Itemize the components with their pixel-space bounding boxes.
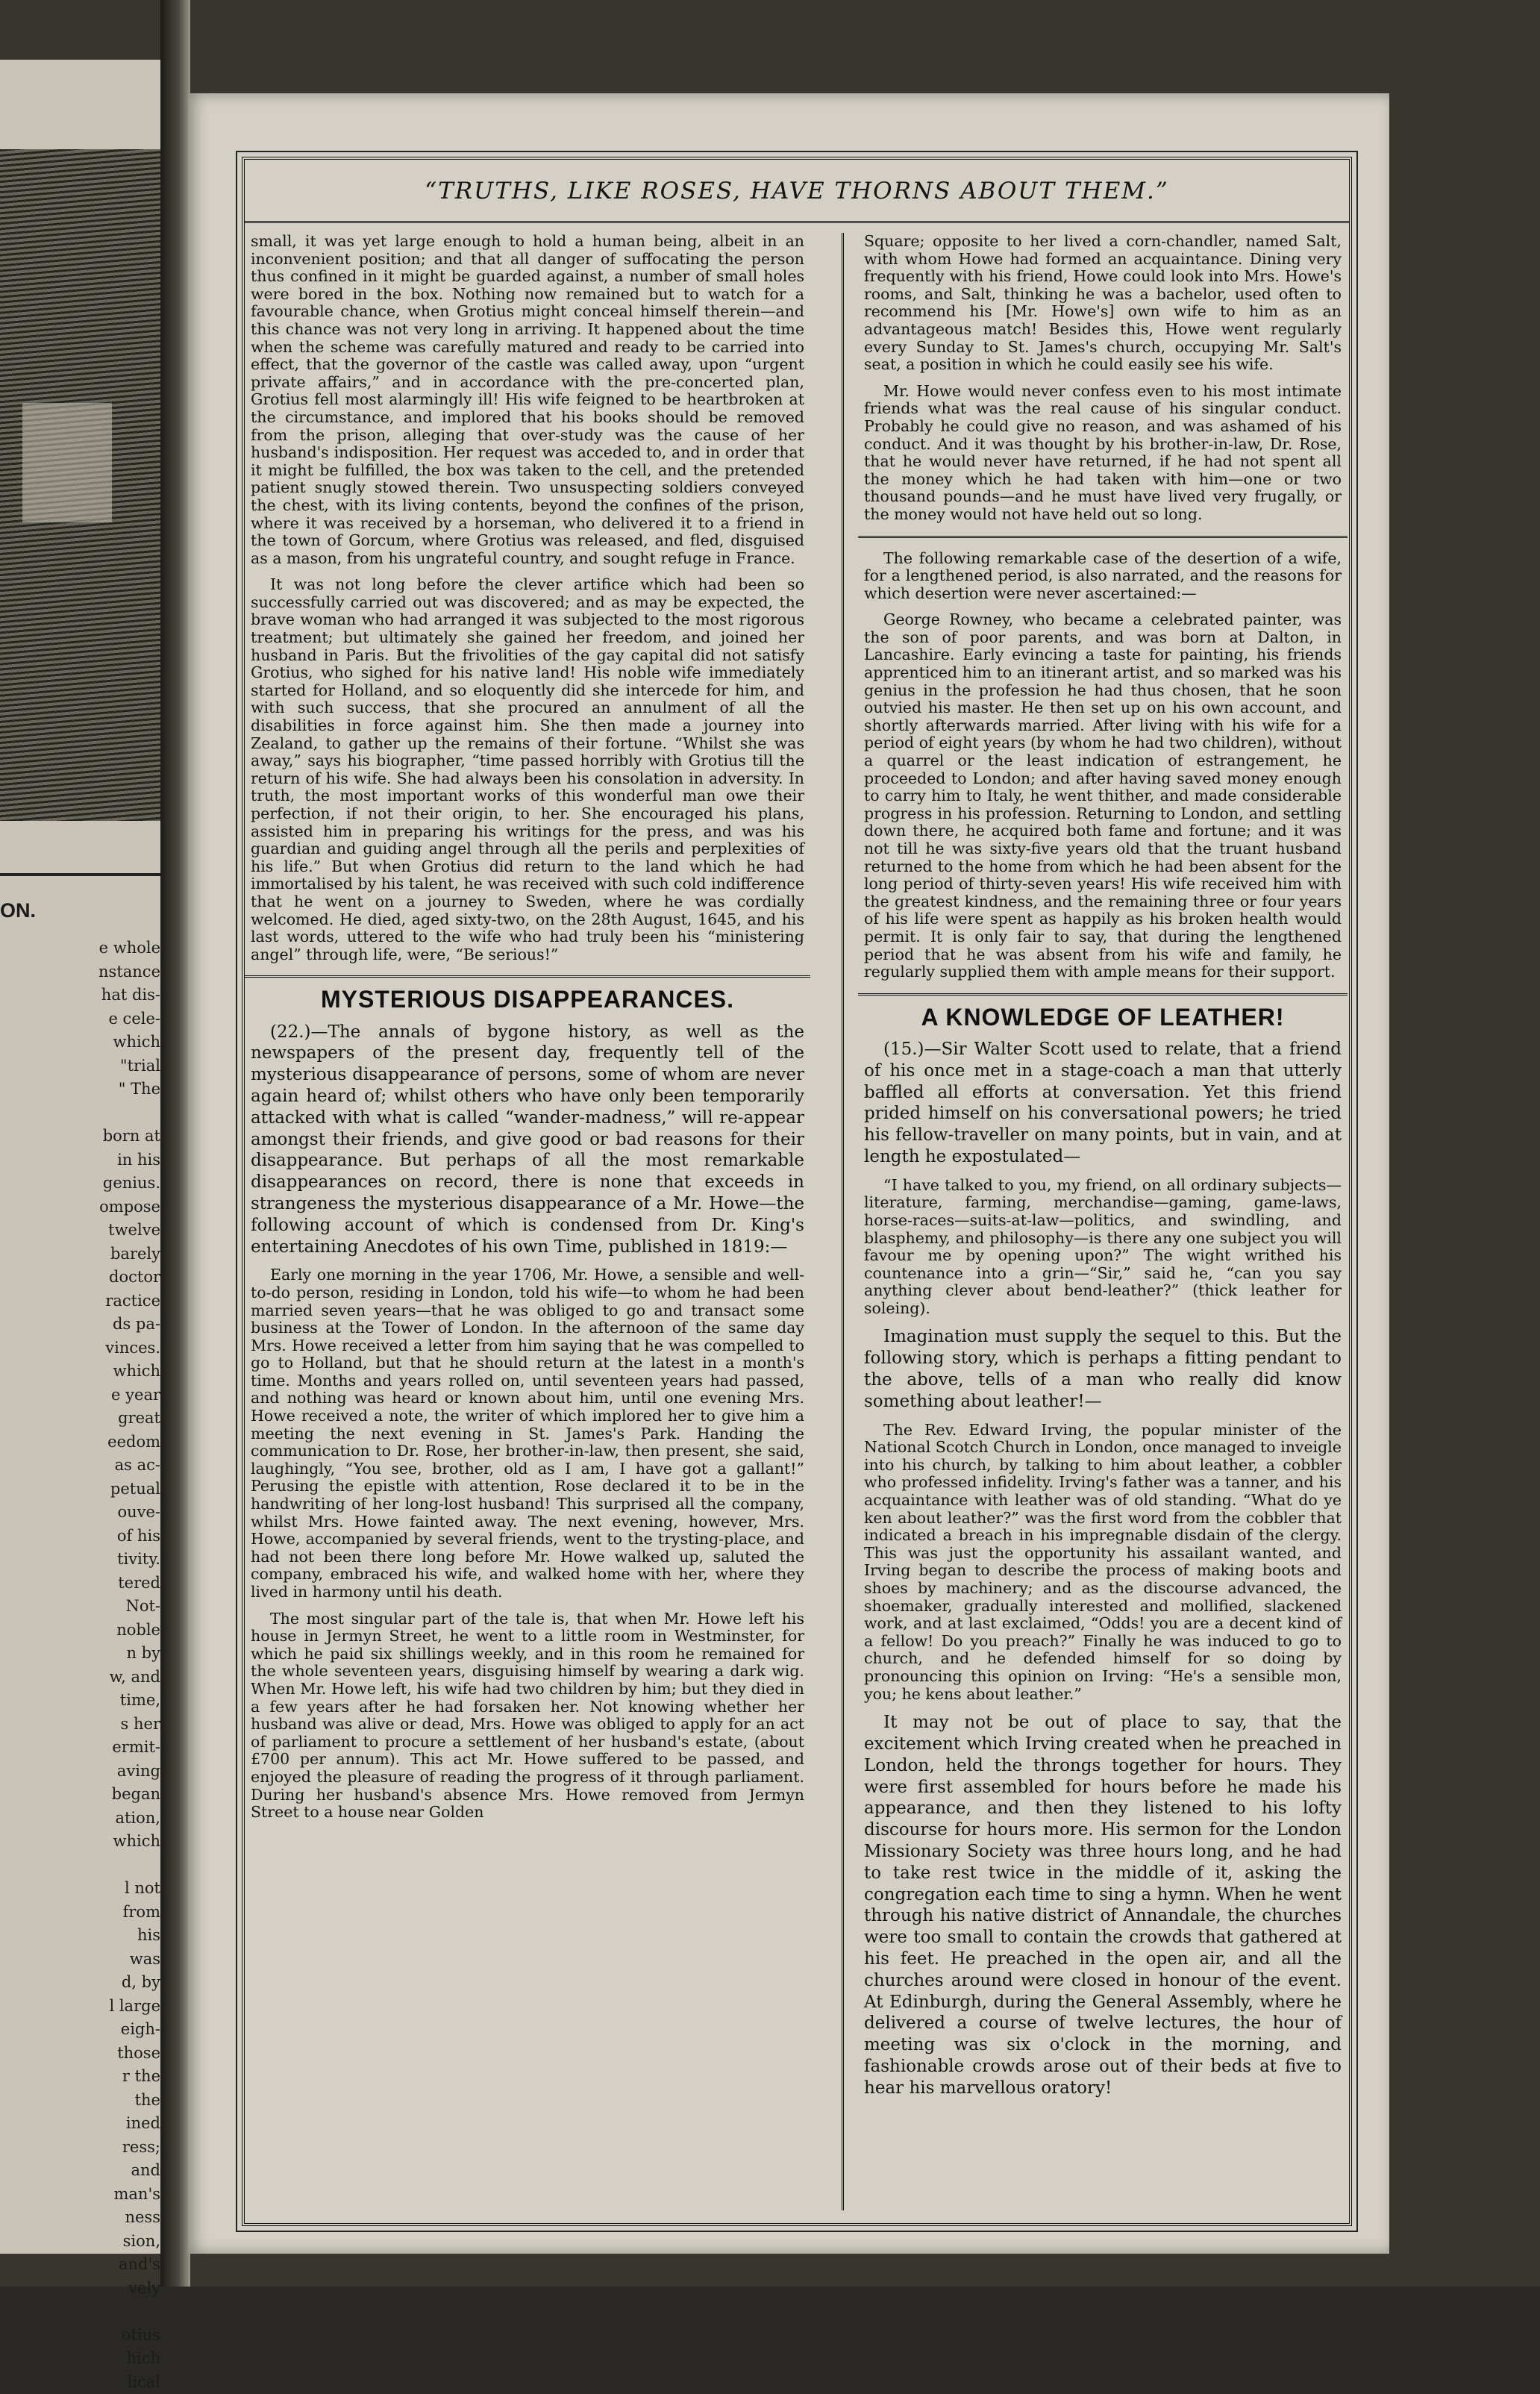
leather-intro: (15.)—Sir Walter Scott used to relate, that a friend of his once met in a stage-coach a man that utterly baffled all efforts at conversation. Yet this friend prided himself on his conversational powers; he tried his fellow-traveller on many points, but in vain, and at length he expostulated— [864,1039,1342,1168]
irving-crowds: It may not be out of place to say, that the excitement which Irving created when he preached in London, held the throngs together for hours. They were first assembled for hours before he made his appearance, and then they listened to his lofty discourse for hours more. His sermon for the London Missionary Society was three hours long, and he had to take rest twice in the middle of it, asking the congregation each time to sing a hymn. When he went through his native district of Annandale, the churches were too small to contain the crowds that gathered at his feet. He preached in the open air, and all the churches around were closed in honour of the event. At Edinburgh, during the General Assembly, where he delivered a course of twelve lectures, the hour of meeting was six o'clock in the morning, and fashionable crowds arose out of their beds at five to hear his marvellous oratory! [864,1712,1342,2098]
book-page [188,93,1389,2254]
previous-page-line: noble [0,1619,160,1643]
previous-page-line: man's [0,2183,160,2207]
previous-page-line: lical [0,2371,160,2394]
mysterious-intro: (22.)—The annals of bygone history, as well as the newspapers of the present day, frequently tell of the mysterious disappearance of persons, some of whom are never again heard of; whilst others who have only been temporarily attacked with what is called “wander-madness,” will re-appear amongst their friends, and give good or bad reasons for their disappearance. But perhaps of all the most remarkable disappearances on record, there is none that exceeds in strangeness the mysterious disappearance of a Mr. Howe—the following account of which is condensed from Dr. King's entertaining Anecdotes of his own Time, published in 1819:— [251,1022,804,1258]
previous-page-line: great [0,1407,160,1431]
previous-page-line: n by [0,1642,160,1666]
previous-page-line: " The [0,1078,160,1101]
howe-paragraph-2: The most singular part of the tale is, that when Mr. Howe left his house in Jermyn Street, he went to a little room in Westminster, for which he paid six shillings weekly, and in this room he remained for the whole seventeen years, disguising himself by wearing a dark wig. When Mr. Howe left, his wife had two children by him; but they died in a few years after he had forsaken her. Not knowing whether her husband was alive or dead, Mrs. Howe was obliged to apply for an act of parliament to procure a settlement of her husband's estate, (about £700 per annum). This act Mr. Howe suffered to be passed, and enjoyed the pleasure of reading the progress of it through parliament. During her husband's absence Mrs. Howe removed from Jermyn Street to a house near Golden [251,1610,804,1822]
previous-page-line: those [0,2042,160,2066]
previous-page-line: in his [0,1148,160,1172]
previous-page-line [0,2300,160,2324]
leather-bridge: Imagination must supply the sequel to this. But the following story, which is perhaps a fitting pendant to the above, tells of a man who really did know something about leather!— [864,1326,1342,1412]
previous-page-line: "trial [0,1054,160,1078]
previous-page-text [0,937,160,2394]
previous-page-line [0,1101,160,1125]
previous-page-line: w, and [0,1666,160,1690]
section-rule [245,975,810,978]
previous-page-line: began [0,1783,160,1807]
column-divider [842,233,844,2210]
previous-page-line: ermit- [0,1736,160,1760]
previous-page-line: otius [0,2324,160,2348]
previous-page-line: l not [0,1877,160,1901]
previous-page-line: l large [0,1995,160,2019]
previous-page-line: aving [0,1760,160,1784]
previous-page-line: which [0,1830,160,1854]
previous-page-rule [0,873,160,876]
grotius-paragraph-1: small, it was yet large enough to hold a human being, albeit in an inconvenient position; and that all danger of suffocating the person thus confined in it might be guarded against, a number of small holes were bored in the box. Nothing now remained but to watch for a favourable chance, when Grotius might conceal himself therein—and this chance was not very long in arriving. It happened about the time when the scheme was carefully matured and ready to be carried into effect, that the governor of the castle was called away, upon “urgent private affairs,” and in accordance with the pre-concerted plan, Grotius fell most alarmingly ill! His wife feigned to be heartbroken at the circumstance, and implored that his books should be removed from the prison, alleging that over-study was the cause of her husband's indisposition. Her request was acceded to, and in order that it might be fulfilled, the box was taken to the cell, and the pretended patient snugly stowed therein. Two unsuspecting soldiers conveyed the chest, with its living contents, beyond the confines of the prison, where it was received by a horseman, who delivered it to a friend in the town of Gorcum, where Grotius was released, and fled, disguised as a mason, from his ungrateful country, and sought refuge in France. [251,233,804,567]
howe-paragraph-3: Square; opposite to her lived a corn-chandler, named Salt, with whom Howe had formed an acquaintance. Dining very frequently with his friend, Howe could look into Mrs. Howe's rooms, and Salt, thinking he was a bachelor, used often to recommend his [Mr. Howe's] own wife to him as an advantageous match! Besides this, Howe went regularly every Sunday to St. James's church, occupying Mr. Salt's seat, a position in which he could easily see his wife. [864,233,1342,374]
previous-page-line: hich [0,2347,160,2371]
previous-page-line: of his [0,1525,160,1548]
leather-quote: “I have talked to you, my friend, on all ordinary subjects—literature, farming, merchandise—gaming, game-laws, horse-races—suits-at-law—politics, and swindling, and blasphemy, and philosophy—is there any one subject you will favour me by opening upon?” The wight writhed his countenance into a grin—“Sir,” said he, “can you say anything clever about bend-leather?” (thick leather for soleing). [864,1177,1342,1318]
mysterious-disappearances-title: MYSTERIOUS DISAPPEARANCES. [251,990,804,1009]
previous-page-sliver [0,60,160,2254]
previous-page-line: s her [0,1713,160,1737]
header-rule [245,221,1349,223]
previous-page-line: r the [0,2065,160,2089]
previous-page-heading: ON. [0,899,36,922]
previous-page-line: e year [0,1384,160,1407]
previous-page-line: tivity. [0,1548,160,1572]
previous-page-line: ractice [0,1290,160,1313]
previous-page-line: his [0,1924,160,1948]
grotius-paragraph-2: It was not long before the clever artifice which had been so successfully carried out was discovered; and as may be expected, the brave woman who had arranged it was subjected to the most rigorous treatment; but ultimately she gained her freedom, and joined her husband in Paris. But the frivolities of the gay capital did not satisfy Grotius, who sighed for his native land! His noble wife immediately started for Holland, and so eloquently did she intercede for him, and with such success, that she procured an annulment of all the disabilities in force against him. She then made a journey into Zealand, to gather up the remains of their fortune. “Whilst she was away,” says his biographer, “time passed horribly with Grotius till the return of his wife. She had always been his consolation in adversity. In truth, the most important works of this wonderful man owe their perfection, if not their origin, to her. She encouraged his plans, assisted him in preparing his writings for the press, and was his guardian and guiding angel through all the perils and perplexities of his life.” But when Grotius did return to the land which he had immortalised by his talent, he was received with such cold indifference that he went on a journey to Sweden, where he was cordially welcomed. He died, aged sixty-two, on the 28th August, 1645, and his last words, uttered to the wife who had truly been his “ministering angel” through life, were, “Be serious!” [251,576,804,963]
previous-page-line: d, by [0,1971,160,1995]
previous-page-line: ouve- [0,1501,160,1525]
irving-story: The Rev. Edward Irving, the popular minister of the National Scotch Church in London, once managed to inveigle into his church, by talking to him about leather, a cobbler who professed infidelity. Irving's father was a tanner, and his acquaintance with leather was of old standing. “What do ye ken about leather?” was the first word from the cobbler that indicated a breach in his impregnable disdain of the clergy. This was just the opportunity his assailant wanted, and Irving began to describe the process of making boots and shoes by machinery; and as the discourse advanced, the shoemaker, gradually interested and mollified, slackened work, and at last exclaimed, “Odds! you are a decent kind of a fellow! Do you preach?” Finally he was induced to go to church, and he defended himself for so doing by pronouncing this opinion on Irving: “He's a sensible mon, you; he kens about leather.” [864,1422,1342,1704]
previous-page-line: vely [0,2277,160,2301]
previous-page-line: sion, [0,2230,160,2254]
howe-paragraph-1: Early one morning in the year 1706, Mr. Howe, a sensible and well-to-do person, residing in London, told his wife—to whom he had been married seven years—that he was obliged to go and transact some business at the Tower of London. In the afternoon of the same day Mrs. Howe received a letter from him saying that he was compelled to go to Holland, but that he should return at the latest in a month's time. Months and years rolled on, until seventeen years had passed, and nothing was heard or known about him, until one evening Mrs. Howe received a note, the writer of which implored her to give him a meeting the next evening in St. James's Park. Handing the communication to Dr. Rose, her brother-in-law, then present, she said, laughingly, “You see, brother, old as I am, I have got a gallant!” Perusing the epistle with attention, Rose declared it to be in the handwriting of her long-lost husband! This surprised all the company, whilst Mrs. Howe fainted away. The next evening, however, Mrs. Howe, accompanied by several friends, went to the trysting-place, and had not been there long before Mr. Howe walked up, saluted the company, embraced his wife, and walked home with her, where they lived in harmony until his death. [251,1266,804,1601]
previous-page-line: nstance [0,960,160,984]
previous-page-line: ation, [0,1807,160,1831]
knowledge-of-leather-title: A KNOWLEDGE OF LEATHER! [864,1007,1342,1027]
previous-page-line: ompose [0,1196,160,1219]
section-rule [858,993,1348,996]
section-rule [858,536,1348,538]
previous-page-line: ress; [0,2136,160,2160]
running-head: “TRUTHS, LIKE ROSES, HAVE THORNS ABOUT THEM.” [245,178,1349,204]
previous-page-line: was [0,1948,160,1972]
previous-page-line: time, [0,1689,160,1713]
previous-page-line: petual [0,1478,160,1501]
previous-page-line: Not- [0,1595,160,1619]
previous-page-line: ness [0,2206,160,2230]
previous-page-line: the [0,2089,160,2113]
previous-page-line: e cele- [0,1007,160,1031]
previous-page-line: e whole [0,937,160,960]
howe-paragraph-4: Mr. Howe would never confess even to his most intimate friends what was the real cause of his singular conduct. Probably he could give no reason, and was ashamed of his conduct. And it was thought by his brother-in-law, Dr. Rose, that he would never have returned, if he had not spent all the money which he had taken with him—one or two thousand pounds—and he must have lived very frugally, or the money would not have held out so long. [864,383,1342,524]
previous-page-line: doctor [0,1266,160,1290]
previous-page-line: ined [0,2112,160,2136]
previous-page-engraving [0,149,160,821]
previous-page-line: tered [0,1572,160,1596]
previous-page-line: eedom [0,1431,160,1454]
previous-page-line: which [0,1031,160,1054]
book-gutter [160,0,190,2287]
previous-page-line: and's [0,2253,160,2277]
page-frame [242,157,1352,2226]
previous-page-line: twelve [0,1219,160,1243]
previous-page-line [0,1854,160,1878]
previous-page-line: as ac- [0,1454,160,1478]
previous-page-line: from [0,1901,160,1925]
right-column [864,233,1342,2108]
previous-page-line: eigh- [0,2018,160,2042]
previous-page-line: ds pa- [0,1313,160,1337]
previous-page-line: and [0,2159,160,2183]
previous-page-line: barely [0,1243,160,1266]
previous-page-line: born at [0,1125,160,1148]
previous-page-line: hat dis- [0,984,160,1007]
left-column [251,233,804,1831]
romney-story: George Rowney, who became a celebrated painter, was the son of poor parents, and was born at Dalton, in Lancashire. Early evincing a taste for painting, his friends apprenticed him to an itinerant artist, and so marked was his genius in the profession he had thus chosen, that he soon outvied his master. He then set up on his own account, and shortly afterwards married. After living with his wife for a period of eight years (by whom he had two children), without a quarrel or the least indication of estrangement, he proceeded to London; and after having saved money enough to carry him to Italy, he went thither, and made considerable progress in his profession. Returning to London, and settling down there, he acquired both fame and fortune; and it was not till he was sixty-five years old that the truant husband returned to the home from which he had been absent for the long period of thirty-seven years! His wife received him with the greatest kindness, and the remaining three or four years of his life were spent as happily as his broken health would permit. It is only fair to say, that during the lengthened period that he was absent from his wife and family, he regularly supplied them with ample means for their support. [864,611,1342,981]
previous-page-line: vinces. [0,1337,160,1360]
previous-page-line: genius. [0,1172,160,1196]
previous-page-line: which [0,1360,160,1384]
romney-intro: The following remarkable case of the desertion of a wife, for a lengthened period, is also narrated, and the reasons for which desertion were never ascertained:— [864,550,1342,603]
